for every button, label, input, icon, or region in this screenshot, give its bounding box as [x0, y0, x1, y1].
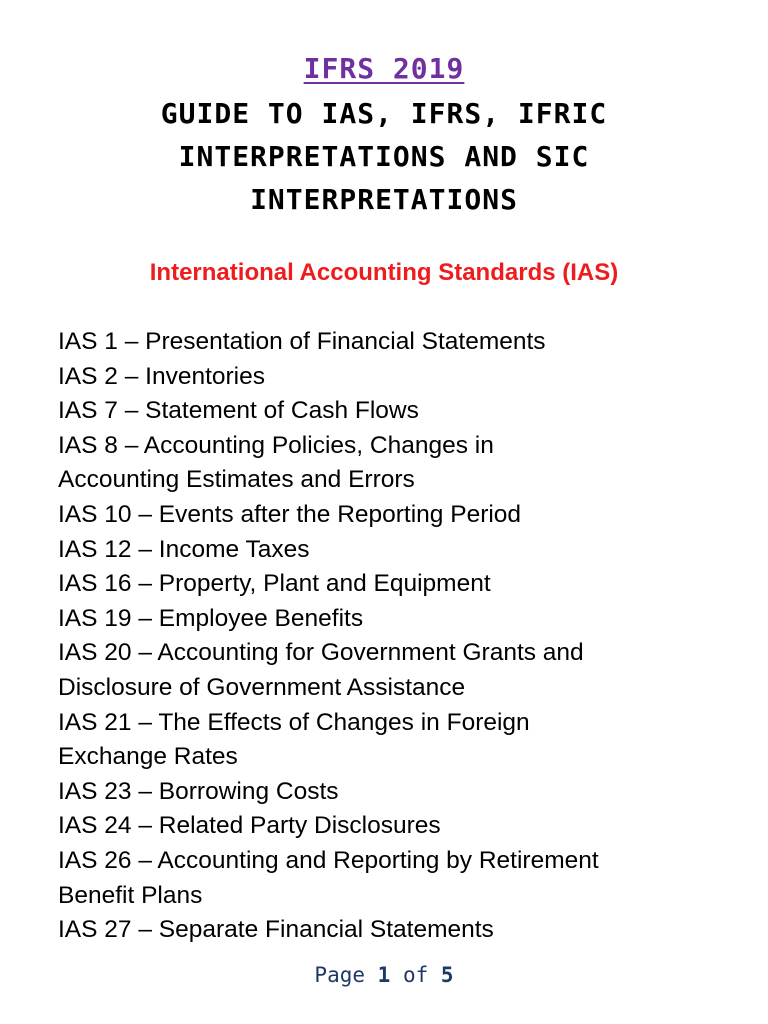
standard-title: IAS 19 – Employee Benefits — [58, 604, 364, 632]
page-footer — [0, 960, 768, 990]
standard-title: IAS 21 – The Effects of Changes in Foreign — [58, 708, 530, 736]
standard-title-continuation: Exchange Rates — [58, 743, 238, 771]
list-item — [58, 498, 758, 533]
list-item — [58, 706, 758, 775]
standard-title: IAS 20 – Accounting for Government Grants and — [58, 639, 584, 667]
document-title — [0, 92, 768, 221]
standard-title-continuation: Accounting Estimates and Errors — [58, 466, 415, 494]
list-item — [58, 533, 758, 568]
standard-title: IAS 23 – Borrowing Costs — [58, 777, 339, 805]
page-label: Page — [314, 963, 365, 987]
standard-title: IAS 1 – Presentation of Financial Statements — [58, 328, 546, 355]
standard-title: IAS 27 – Separate Financial Statements — [58, 916, 494, 944]
standard-title: IAS 7 – Statement of Cash Flows — [58, 397, 419, 425]
section-heading: International Accounting Standards (IAS) — [149, 259, 619, 286]
list-item — [58, 913, 758, 948]
list-item — [58, 636, 758, 705]
title-line: GUIDE TO IAS, IFRS, IFRIC — [160, 97, 608, 130]
page-total: 5 — [440, 963, 454, 987]
standard-title: IAS 2 – Inventories — [58, 362, 266, 390]
standard-title-continuation: Benefit Plans — [58, 881, 203, 909]
title-line: INTERPRETATIONS AND SIC — [178, 140, 590, 173]
standard-title-continuation: Disclosure of Government Assistance — [58, 673, 466, 701]
list-item — [58, 809, 758, 844]
list-item — [58, 602, 758, 637]
standard-title: IAS 24 – Related Party Disclosures — [58, 812, 441, 840]
page-current: 1 — [377, 963, 391, 987]
document-code: IFRS 2019 — [303, 52, 465, 85]
list-item — [58, 775, 758, 810]
standard-title: IAS 26 – Accounting and Reporting by Retirement — [58, 846, 599, 874]
page-of-label: of — [402, 963, 429, 987]
title-line: INTERPRETATIONS — [250, 183, 518, 216]
document-header — [0, 50, 768, 221]
list-item — [58, 429, 758, 498]
list-item — [58, 360, 758, 395]
list-item — [58, 567, 758, 602]
standards-list — [58, 325, 758, 948]
list-item — [58, 394, 758, 429]
standard-title: IAS 16 – Property, Plant and Equipment — [58, 570, 491, 598]
standard-title: IAS 10 – Events after the Reporting Period — [58, 500, 522, 528]
list-item — [58, 844, 758, 913]
standard-title: IAS 8 – Accounting Policies, Changes in — [58, 431, 494, 459]
list-item — [58, 325, 758, 360]
standard-title: IAS 12 – Income Taxes — [58, 535, 310, 563]
